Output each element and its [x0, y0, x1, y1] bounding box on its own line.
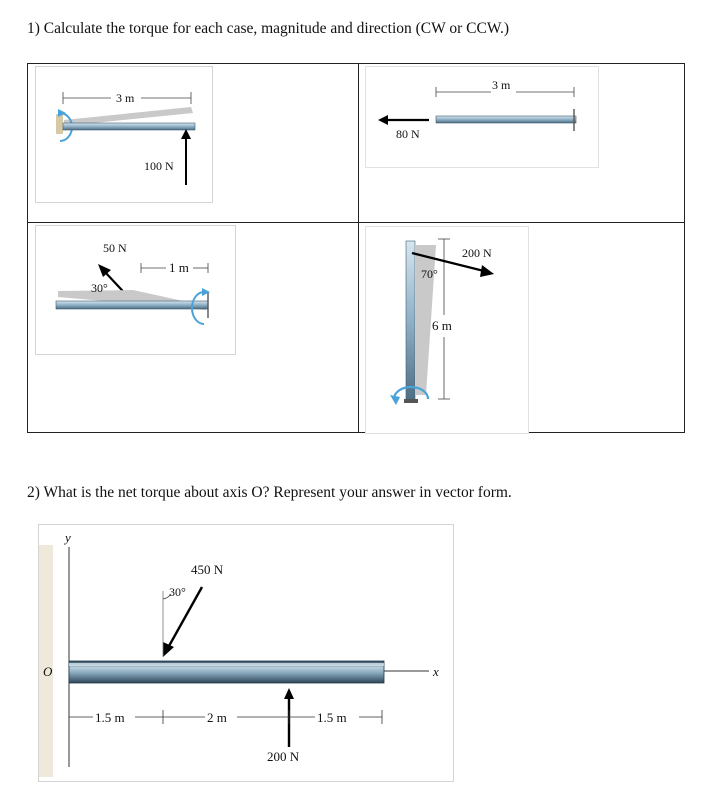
pole	[406, 241, 415, 401]
pivot-base	[404, 399, 418, 403]
question-2-text: 2) What is the net torque about axis O? Represent your answer in vector form.	[27, 484, 512, 501]
dimension-1-label: 1.5 m	[95, 710, 125, 725]
case-a-distance-label: 3 m	[116, 91, 135, 105]
table-divider-horizontal	[28, 222, 684, 223]
case-a-figure	[35, 66, 213, 203]
pivot-support	[56, 114, 63, 134]
case-c-distance-label: 1 m	[169, 260, 189, 275]
table-divider-vertical	[358, 64, 359, 432]
question-1-text: 1) Calculate the torque for each case, magnitude and direction (CW or CCW.)	[27, 20, 510, 37]
case-d-figure	[365, 226, 529, 434]
x-axis-label: x	[433, 664, 439, 679]
dimension-3-label: 1.5 m	[317, 710, 347, 725]
case-d-angle-label: 70°	[421, 267, 438, 281]
y-axis-label: y	[65, 530, 71, 545]
origin-label: O	[43, 664, 53, 679]
case-b-figure	[365, 66, 599, 168]
case-b-diagram	[366, 67, 598, 167]
case-a-force-label: 100 N	[144, 159, 174, 173]
beam	[63, 123, 195, 130]
beam	[56, 301, 208, 309]
beam	[436, 116, 576, 123]
angle-30-label: 30°	[169, 585, 186, 599]
case-c-figure	[35, 225, 236, 355]
case-c-force-label: 50 N	[103, 241, 127, 255]
case-a-diagram	[36, 67, 212, 202]
net-torque-diagram	[39, 525, 453, 781]
case-b-distance-label: 3 m	[492, 78, 511, 92]
case-d-force-label: 200 N	[462, 246, 492, 260]
dimension-2-label: 2 m	[207, 710, 227, 725]
case-b-force-label: 80 N	[396, 127, 420, 141]
case-d-distance-label: 6 m	[432, 318, 452, 333]
case-c-diagram	[36, 226, 235, 354]
case-d-diagram	[366, 227, 528, 433]
force-200-label: 200 N	[267, 749, 300, 764]
force-450-label: 450 N	[191, 562, 224, 577]
case-c-angle-label: 30°	[91, 281, 108, 295]
wall	[39, 545, 53, 777]
net-torque-figure	[38, 524, 454, 782]
